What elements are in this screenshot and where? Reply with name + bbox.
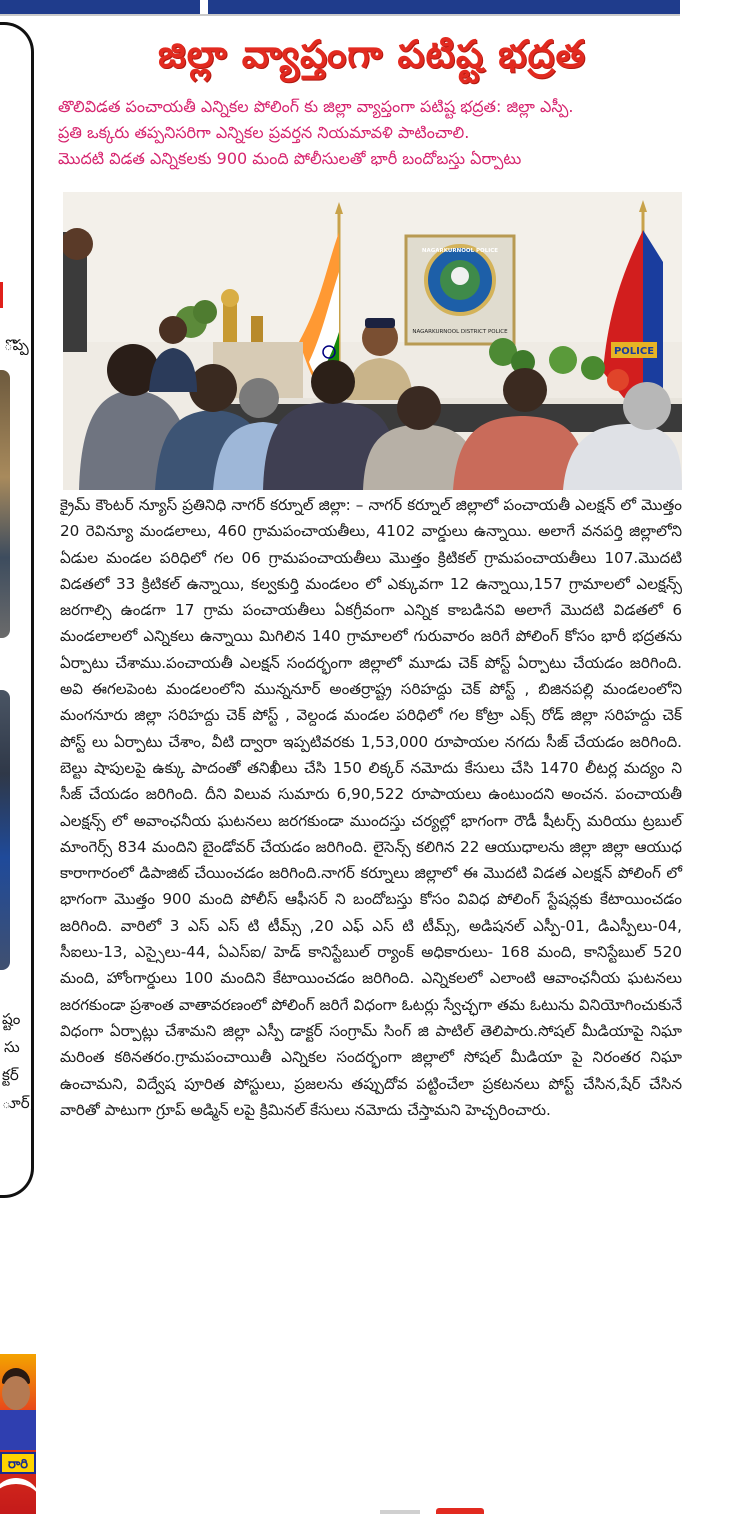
police-flag-text: POLICE xyxy=(613,346,655,357)
adjacent-photo-top xyxy=(0,370,10,638)
article-subheads xyxy=(58,94,682,172)
subhead-line: మొదటి విడత ఎన్నికలకు 900 మంది పోలీసులతో భారీ బందోబస్తు ఏర్పాటు xyxy=(58,149,522,168)
ad-portrait xyxy=(2,1376,30,1410)
plaque-title: NAGARKURNOOL POLICE xyxy=(421,248,499,254)
article-body: క్రైమ్ కౌంటర్ న్యూస్ ప్రతినిధి నాగర్ కర్నూల్ జిల్లా: – నాగర్ కర్నూల్ జిల్లాలో పంచాయతీ ఎలక్షన్ లో మొత్తం 20 రెవిన్యూ మండలాలు, 460 గ్రామపంచాయతీలు, 4102 వార్డులు ఉన్నాయి. అలాగే వనపర్తి జిల్లాలోని ఏడుల మండల పరిధిలో గల 06 గ్రామపంచాయతీలు మొత్తం క్రిటికల్ గ్రామపంచాయతీలు 107.మొదటి విడతలో 33 క్రిటికల్ ఉన్నాయి, కల్వకుర్తి మండలం లో ఎక్కువగా 12 ఉన్నాయి,157 గ్రామాలలో ఎలక్షన్స్ జరగాల్సి ఉండగా 17 గ్రామ పంచాయతీలు ఏకగ్రీవంగా ఎన్నిక కాబడినవి అలాగే మొదటి విడతలో 6 మండలాలలో ఎన్నికలు ఉన్నాయి మిగిలిన 140 గ్రామాలలో గురువారం జరిగే పోలింగ్ కోసం భారీ భద్రతను ఏర్పాటు చేశాము.పంచాయతీ ఎలక్షన్ సందర్భంగా జిల్లాలో మూడు చెక్ పోస్ట్ ఏర్పాటు చేయడం జరిగింది. అవి ఈగలపెంట మండలంలోని మున్ననూర్ అంతర్రాష్ట్ర సరిహద్దు చెక్ పోస్ట్ , బిజినపల్లి మండలంలోని మంగనూరు జిల్లా సరిహద్దు చెక్ పోస్ట్ , వెల్దండ మండల పరిధిలో గల కోట్రా ఎక్స్ రోడ్ జిల్లా సరిహద్దు చెక్ పోస్ట్ లు ఏర్పాటు చేశాం, వీటి ద్వారా ఇప్పటివరకు 1,53,000 రూపాయల నగదు సీజ్ చేయడం జరిగింది. బెల్టు షాపులపై ఉక్కు పాదంతో తనిఖీలు చేసి 150 లిక్కర్ నమోదు కేసులు చేసి 1470 లీటర్ల మద్యం ని సీజ్ చేయడం జరిగింది. దీని విలువ సుమారు 6,90,522 రూపాయలు ఉంటుందని అంచన. పంచాయతీ ఎలక్షన్స్ లో అవాంఛనీయ ఘటనలు జరగకుండా ముందస్తు చర్యల్లో భాగంగా రౌడీ షీటర్స్ మరియు ట్రబుల్ మాంగెర్స్ 834 మందిని బైండోవర్ చేయడం జరిగింది. లైసెన్స్ కలిగిన 22 ఆయుధాలను జిల్లా జిల్లా ఆయుధ కారాగారంలో డిపాజిట్ చేయించడం జరిగింది.నాగర్ కర్నూలు జిల్లాలో ఈ మొదటి విడత ఎలక్షన్ పోలింగ్ లో భాగంగా మొత్తం 900 మంది పోలీస్ ఆఫీసర్ ని బందోబస్తు కోసం వివిధ పోలింగ్ స్టేషన్లకు కేటాయించడం జరిగింది. వారిలో 3 ఎస్ ఎస్ టి టీమ్స్ ,20 ఎఫ్ ఎస్ టి టీమ్స్, అడిషనల్ ఎస్పీ-01, డిఎస్పీలు-04, సీఐలు-13, ఎస్సైలు-44, ఏఎస్ఐ/ హెడ్ కానిస్టేబుల్ ర్యాంక్ అధికారులు- 168 మంది, కానిస్టేబుల్ 520 మంది, హోంగార్డులు 100 మందిని కేటాయించడం జరిగింది. ఎన్నికలలో ఎలాంటి ఆవాంఛనీయ ఘటనలు జరగకుండా ప్రశాంత వాతావరణంలో పోలింగ్ జరిగే విధంగా ఓటర్లు స్వేచ్ఛగా తమ ఓటును వినియోగించుకునే విధంగా ఏర్పాట్లు చేశామని జిల్లా ఎస్పీ డాక్టర్ సంగ్రామ్ సింగ్ జి పాటిల్ తెలిపారు.సోషల్ మీడియాపై నిఘా మరింత కఠినతరం.గ్రామపంచాయితీ ఎన్నికల సందర్భంగా జిల్లాలో సోషల్ మీడియా పై నిరంతర నిఘా ఉంచామని, విద్వేష పూరిత పోస్టులు, ప్రజలను తప్పుదోవ పట్టించేలా ప్రకటనలు పోస్ట్ చేసిన,షేర్ చేసిన వారితో పాటుగా గ్రూప్ అడ్మిన్ లపై క్రిమినల్ కేసులు నమోదు చేస్తామని హెచ్చరించారు. xyxy=(60,496,682,1119)
subhead-line: ప్రతి ఒక్కరు తప్పనిసరిగా ఎన్నికల ప్రవర్తన నియమావళి పాటించాలి. xyxy=(58,123,470,142)
article-headline: జిల్లా వ్యాప్తంగా పటిష్ట భద్రత xyxy=(157,32,587,76)
subhead-line: తొలివిడత పంచాయతీ ఎన్నికల పోలింగ్ కు జిల్లా వ్యాప్తంగా పటిష్ట భద్రత: జిల్లా ఎస్పీ. xyxy=(58,97,574,116)
adjacent-article-red-mark xyxy=(0,282,3,308)
ad-portrait-saree xyxy=(0,1410,36,1450)
bottom-divider xyxy=(380,1510,420,1514)
adjacent-text-fragment: ొప్ప xyxy=(4,336,29,354)
adjacent-text-fragment: ష్టం xyxy=(2,1010,21,1028)
adjacent-text-fragment: ూర్, xyxy=(2,1094,35,1112)
adjacent-advertisement xyxy=(0,1354,36,1514)
top-divider xyxy=(0,14,680,16)
ad-decoration xyxy=(0,1478,36,1514)
next-article-mark xyxy=(436,1508,484,1514)
plaque-caption: NAGARKURNOOL DISTRICT POLICE xyxy=(412,329,508,335)
article-photo xyxy=(63,192,682,490)
ad-tag: రారి xyxy=(0,1452,36,1474)
adjacent-photo-bottom xyxy=(0,690,10,970)
adjacent-text-fragment: సు xyxy=(4,1038,20,1056)
meeting-photo-illustration xyxy=(63,192,682,490)
adjacent-text-fragment: క్టర్ xyxy=(2,1066,19,1084)
top-color-bar-right xyxy=(208,0,680,14)
top-color-bar-left xyxy=(0,0,200,14)
